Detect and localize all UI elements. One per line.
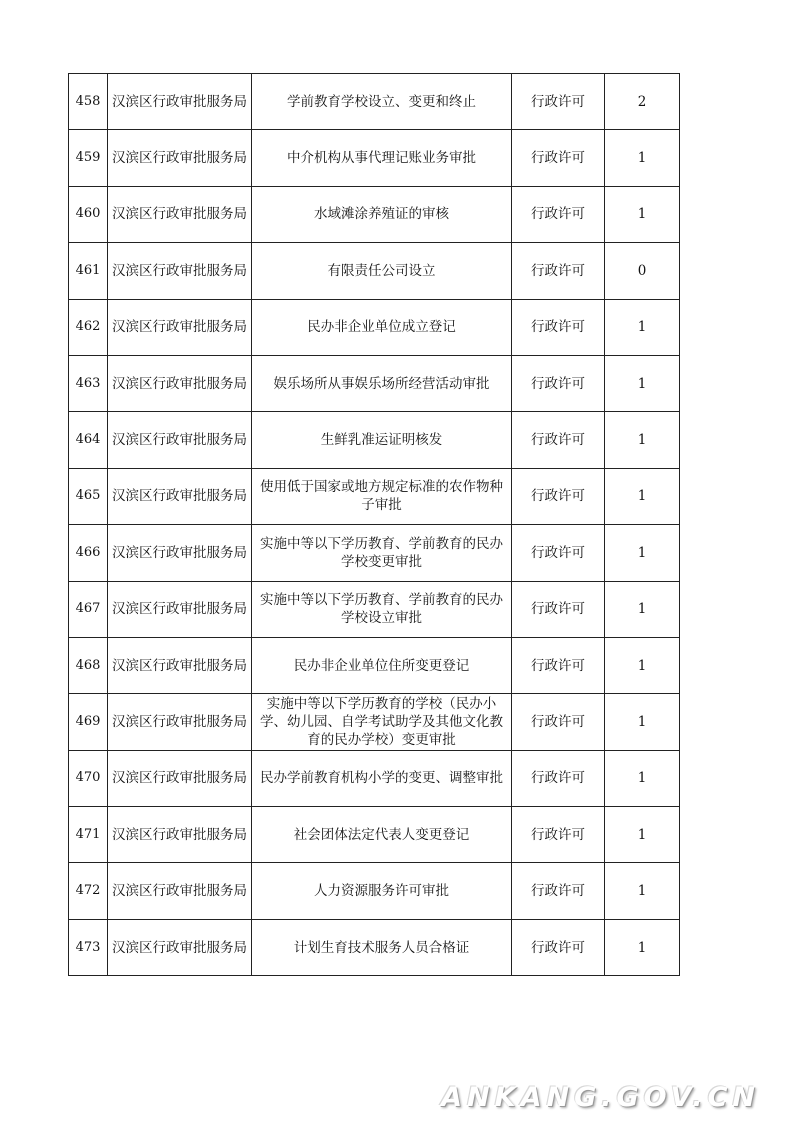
table-row [69, 525, 680, 581]
department-cell: 汉滨区行政审批服务局 [108, 355, 252, 411]
row-number-cell: 459 [69, 130, 108, 186]
department-cell: 汉滨区行政审批服务局 [108, 412, 252, 468]
department-cell: 汉滨区行政审批服务局 [108, 863, 252, 919]
count-cell: 1 [605, 581, 680, 637]
table-row [69, 581, 680, 637]
matter-type-cell: 行政许可 [512, 525, 605, 581]
department-cell: 汉滨区行政审批服务局 [108, 74, 252, 130]
approval-item-cell: 计划生育技术服务人员合格证 [252, 919, 512, 975]
department-cell: 汉滨区行政审批服务局 [108, 468, 252, 524]
row-number-cell: 470 [69, 750, 108, 806]
count-cell: 1 [605, 750, 680, 806]
matter-type-cell: 行政许可 [512, 243, 605, 299]
department-cell: 汉滨区行政审批服务局 [108, 525, 252, 581]
matter-type-cell: 行政许可 [512, 412, 605, 468]
table-row [69, 412, 680, 468]
department-cell: 汉滨区行政审批服务局 [108, 186, 252, 242]
row-number-cell: 462 [69, 299, 108, 355]
row-number-cell: 472 [69, 863, 108, 919]
count-cell: 1 [605, 637, 680, 693]
count-cell: 0 [605, 243, 680, 299]
matter-type-cell: 行政许可 [512, 581, 605, 637]
row-number-cell: 471 [69, 807, 108, 863]
department-cell: 汉滨区行政审批服务局 [108, 637, 252, 693]
department-cell: 汉滨区行政审批服务局 [108, 243, 252, 299]
table-row [69, 468, 680, 524]
row-number-cell: 464 [69, 412, 108, 468]
matter-type-cell: 行政许可 [512, 130, 605, 186]
row-number-cell: 466 [69, 525, 108, 581]
table-row [69, 130, 680, 186]
approval-item-cell: 使用低于国家或地方规定标准的农作物种子审批 [252, 468, 512, 524]
table-row [69, 919, 680, 975]
count-cell: 1 [605, 468, 680, 524]
table-row [69, 637, 680, 693]
department-cell: 汉滨区行政审批服务局 [108, 694, 252, 750]
approval-item-cell: 生鲜乳准运证明核发 [252, 412, 512, 468]
matter-type-cell: 行政许可 [512, 468, 605, 524]
row-number-cell: 469 [69, 694, 108, 750]
approval-item-cell: 中介机构从事代理记账业务审批 [252, 130, 512, 186]
matter-type-cell: 行政许可 [512, 299, 605, 355]
approval-item-cell: 民办非企业单位成立登记 [252, 299, 512, 355]
row-number-cell: 473 [69, 919, 108, 975]
table-row [69, 243, 680, 299]
approval-item-cell: 水域滩涂养殖证的审核 [252, 186, 512, 242]
approval-item-cell: 社会团体法定代表人变更登记 [252, 807, 512, 863]
count-cell: 2 [605, 74, 680, 130]
approval-table [68, 73, 680, 976]
count-cell: 1 [605, 525, 680, 581]
matter-type-cell: 行政许可 [512, 863, 605, 919]
matter-type-cell: 行政许可 [512, 694, 605, 750]
row-number-cell: 460 [69, 186, 108, 242]
count-cell: 1 [605, 412, 680, 468]
matter-type-cell: 行政许可 [512, 750, 605, 806]
count-cell: 1 [605, 863, 680, 919]
table-body [69, 74, 680, 976]
department-cell: 汉滨区行政审批服务局 [108, 750, 252, 806]
table-row [69, 694, 680, 750]
row-number-cell: 458 [69, 74, 108, 130]
count-cell: 1 [605, 919, 680, 975]
row-number-cell: 467 [69, 581, 108, 637]
matter-type-cell: 行政许可 [512, 807, 605, 863]
department-cell: 汉滨区行政审批服务局 [108, 130, 252, 186]
site-watermark: ANKANG.GOV.CN [441, 1082, 760, 1113]
count-cell: 1 [605, 186, 680, 242]
row-number-cell: 468 [69, 637, 108, 693]
count-cell: 1 [605, 130, 680, 186]
department-cell: 汉滨区行政审批服务局 [108, 581, 252, 637]
approval-item-cell: 实施中等以下学历教育的学校（民办小学、幼儿园、自学考试助学及其他文化教育的民办学校）变更审批 [252, 694, 512, 750]
table-row [69, 863, 680, 919]
department-cell: 汉滨区行政审批服务局 [108, 807, 252, 863]
approval-item-cell: 有限责任公司设立 [252, 243, 512, 299]
approval-item-cell: 实施中等以下学历教育、学前教育的民办学校变更审批 [252, 525, 512, 581]
row-number-cell: 465 [69, 468, 108, 524]
approval-item-cell: 学前教育学校设立、变更和终止 [252, 74, 512, 130]
matter-type-cell: 行政许可 [512, 919, 605, 975]
matter-type-cell: 行政许可 [512, 637, 605, 693]
approval-item-cell: 民办学前教育机构小学的变更、调整审批 [252, 750, 512, 806]
approval-item-cell: 实施中等以下学历教育、学前教育的民办学校设立审批 [252, 581, 512, 637]
matter-type-cell: 行政许可 [512, 74, 605, 130]
table-row [69, 299, 680, 355]
approval-item-cell: 民办非企业单位住所变更登记 [252, 637, 512, 693]
count-cell: 1 [605, 355, 680, 411]
matter-type-cell: 行政许可 [512, 355, 605, 411]
count-cell: 1 [605, 694, 680, 750]
row-number-cell: 463 [69, 355, 108, 411]
approval-item-cell: 娱乐场所从事娱乐场所经营活动审批 [252, 355, 512, 411]
table-row [69, 807, 680, 863]
table-row [69, 74, 680, 130]
row-number-cell: 461 [69, 243, 108, 299]
table-row [69, 750, 680, 806]
table-row [69, 355, 680, 411]
count-cell: 1 [605, 299, 680, 355]
table-row [69, 186, 680, 242]
matter-type-cell: 行政许可 [512, 186, 605, 242]
department-cell: 汉滨区行政审批服务局 [108, 299, 252, 355]
approval-item-cell: 人力资源服务许可审批 [252, 863, 512, 919]
count-cell: 1 [605, 807, 680, 863]
department-cell: 汉滨区行政审批服务局 [108, 919, 252, 975]
